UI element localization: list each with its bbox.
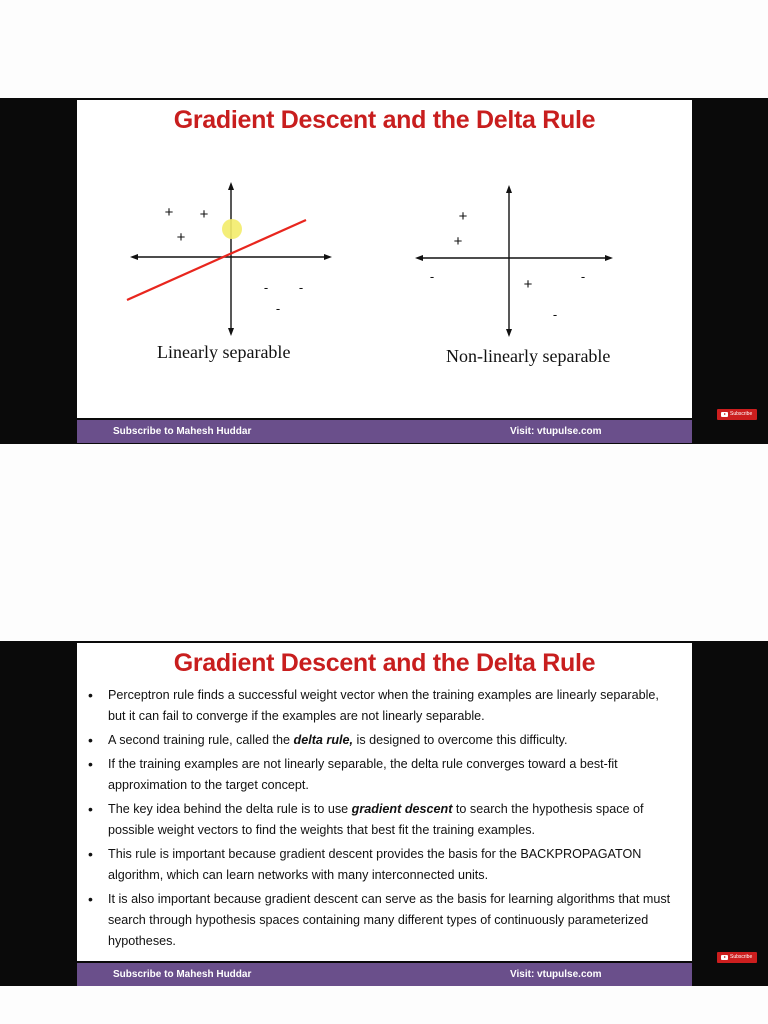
slide-footer [77, 963, 692, 986]
bullet-item: • If the training examples are not linearly separable, the delta rule converges toward a best-fit approximation to the target concept. [108, 754, 678, 796]
minus-mark: - [263, 280, 269, 295]
bullet-item: • Perceptron rule finds a successful weight vector when the training examples are linearly separable, but it can fail to converge if the examples are not linearly separable. [108, 685, 678, 727]
plus-mark: + [176, 229, 186, 246]
axis-arrow-left [415, 255, 423, 261]
plus-mark: + [164, 204, 174, 221]
bullet-item: • The key idea behind the delta rule is to use gradient descent to search the hypothesis space of possible weight vectors to find the weights that best fit the training examples. [108, 799, 678, 841]
axis-arrow-left [130, 254, 138, 260]
visit-link[interactable]: Visit: vtupulse.com [510, 969, 602, 980]
caption-non-linearly-separable: Non-linearly separable [446, 346, 611, 366]
subscribe-button-label: Subscribe [730, 954, 753, 960]
slide-2 [77, 643, 692, 961]
minus-mark: - [580, 269, 586, 284]
youtube-play-icon [721, 955, 728, 960]
minus-mark: - [429, 269, 435, 284]
bullet-list [77, 685, 678, 955]
linearly-separable-plot [127, 182, 332, 336]
axis-arrow-up [228, 182, 234, 190]
caption-linearly-separable: Linearly separable [157, 342, 291, 362]
non-linearly-separable-plot [415, 185, 613, 337]
plus-mark: + [523, 276, 533, 293]
minus-mark: - [298, 280, 304, 295]
bullet-item: • It is also important because gradient descent can serve as the basis for learning algorithms that must search through hypothesis spaces containing many different types of continuously parameterized hypotheses. [108, 889, 678, 952]
plus-mark: + [453, 233, 463, 250]
axis-arrow-right [324, 254, 332, 260]
slide-title: Gradient Descent and the Delta Rule [173, 649, 596, 677]
separability-diagram [77, 100, 692, 418]
emphasis-delta-rule: delta rule, [293, 733, 354, 747]
minus-mark: - [275, 301, 281, 316]
bullet-item: • A second training rule, called the delta rule, is designed to overcome this difficulty. [108, 730, 678, 751]
slide-footer [77, 420, 692, 443]
subscribe-button-label: Subscribe [730, 411, 753, 417]
slide-1 [77, 100, 692, 418]
youtube-subscribe-button[interactable] [717, 409, 757, 420]
slide-title: Gradient Descent and the Delta Rule [173, 106, 596, 134]
video-frame-1 [0, 98, 768, 444]
separating-line [127, 220, 306, 300]
axis-arrow-down [506, 329, 512, 337]
youtube-play-icon [721, 412, 728, 417]
subscribe-text: Subscribe to Mahesh Huddar [113, 969, 252, 980]
plus-mark: + [199, 206, 209, 223]
video-frame-2 [0, 641, 768, 986]
youtube-subscribe-button[interactable] [717, 952, 757, 963]
axis-arrow-down [228, 328, 234, 336]
axis-arrow-right [605, 255, 613, 261]
bullet-item: • This rule is important because gradient descent provides the basis for the BACKPROPAGATON algorithm, which can learn networks with many interconnected units. [108, 844, 678, 886]
axis-arrow-up [506, 185, 512, 193]
emphasis-gradient-descent: gradient descent [351, 802, 453, 816]
minus-mark: - [552, 307, 558, 322]
visit-link[interactable]: Visit: vtupulse.com [510, 426, 602, 437]
plus-mark: + [458, 208, 468, 225]
subscribe-text: Subscribe to Mahesh Huddar [113, 426, 252, 437]
cursor-highlight [222, 219, 242, 239]
